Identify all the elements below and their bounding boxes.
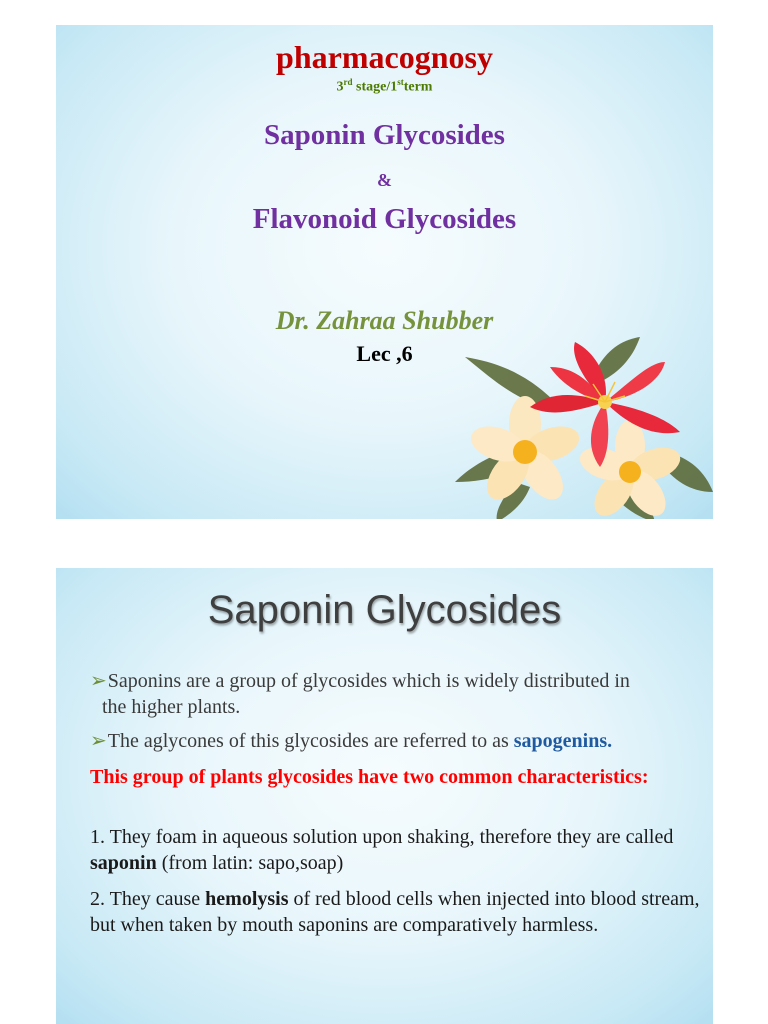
slide-title: Saponin Glycosides [207, 588, 562, 632]
ampersand: & [377, 170, 392, 190]
arrow-bullet-icon: ➢ [90, 730, 107, 752]
bullet-aglycones [90, 728, 700, 754]
stage-ordinal: rd [343, 77, 353, 87]
characteristic-2 [90, 886, 700, 938]
stage-term [56, 77, 713, 96]
content-slide [56, 568, 713, 1024]
bullet-saponins-definition [90, 668, 700, 720]
lecture-number: Lec ,6 [356, 341, 413, 366]
flower-illustration [405, 332, 713, 519]
arrow-bullet-icon: ➢ [90, 670, 107, 692]
lecture-title-1: Saponin Glycosides [264, 119, 505, 151]
characteristic-1 [90, 824, 700, 876]
stage-number: 3 [336, 79, 344, 95]
characteristics-heading: This group of plants glycosides have two common characteristics: [90, 766, 649, 788]
stage-label: stage/1 [352, 79, 398, 95]
term-ordinal: st [397, 77, 404, 87]
term-sapogenins: sapogenins. [513, 730, 613, 752]
term-saponin: saponin [90, 852, 157, 874]
term-hemolysis: hemolysis [205, 888, 289, 910]
bullet-text-continued: the higher plants. [102, 696, 241, 718]
title-slide [56, 25, 713, 519]
characteristic-text: 1. They foam in aqueous solution upon shaking, therefore they are called [90, 826, 674, 848]
characteristic-text: 2. They cause [90, 888, 206, 910]
author-name: Dr. Zahraa Shubber [275, 306, 494, 335]
bullet-text: The aglycones of this glycosides are referred to as [107, 730, 514, 752]
course-title: pharmacognosy [276, 39, 493, 75]
term-label: term [403, 79, 433, 95]
lecture-title-2: Flavonoid Glycosides [252, 203, 517, 235]
characteristic-text-end: (from latin: sapo,soap) [156, 852, 344, 874]
bullet-text: Saponins are a group of glycosides which is widely distributed in [107, 670, 630, 692]
characteristic-text-end: of red blood cells when injected into blood stream, but when taken by mouth saponins are comparatively harmless. [90, 888, 700, 936]
